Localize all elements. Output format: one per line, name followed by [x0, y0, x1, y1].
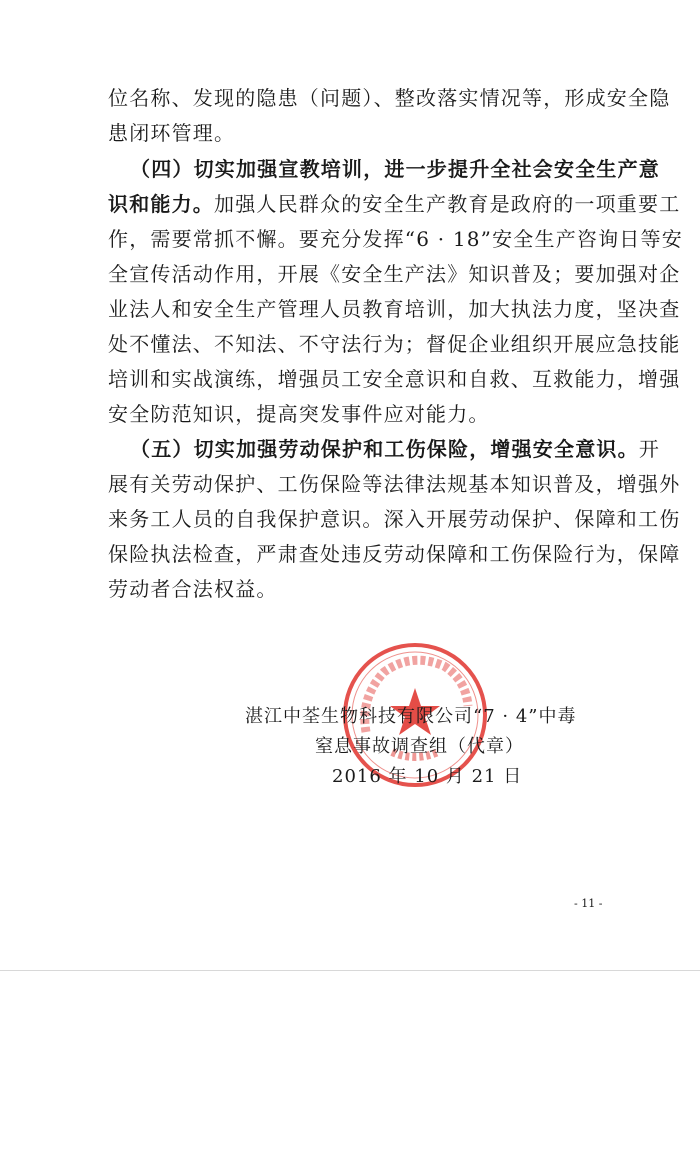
signature-group: 窒息事故调查组（代章） — [315, 736, 524, 757]
body-line — [130, 433, 660, 465]
page-number: - 11 - — [574, 897, 603, 910]
body-line: 保险执法检查，严肃查处违反劳动保障和工伤保险行为，保障 — [108, 542, 681, 566]
section-heading-4 — [130, 153, 660, 185]
body-text: 开 — [638, 437, 661, 461]
body-line: 安全防范知识，提高突发事件应对能力。 — [108, 402, 490, 426]
body-line: 劳动者合法权益。 — [108, 577, 278, 601]
body-line: 展有关劳动保护、工伤保险等法律法规基本知识普及，增强外 — [108, 472, 681, 496]
body-line: 业法人和安全生产管理人员教育培训，加大执法力度，坚决查 — [108, 297, 681, 321]
section-heading-4-cont: 识和能力。 — [108, 192, 214, 216]
section-heading-4-text: （四）切实加强宣教培训，进一步提升全社会安全生产意 — [130, 157, 660, 181]
page-edge-divider — [0, 970, 700, 971]
body-text: 加强人民群众的安全生产教育是政府的一项重要工 — [214, 192, 681, 216]
body-line: 患闭环管理。 — [108, 121, 236, 145]
body-line: 来务工人员的自我保护意识。深入开展劳动保护、保障和工伤 — [108, 507, 681, 531]
body-line: 培训和实战演练，增强员工安全意识和自救、互救能力，增强 — [108, 367, 681, 391]
body-line — [108, 188, 680, 220]
body-line: 作，需要常抓不懈。要充分发挥“6 · 18”安全生产咨询日等安 — [108, 227, 683, 251]
body-line: 处不懂法、不知法、不守法行为；督促企业组织开展应急技能 — [108, 332, 681, 356]
body-line: 位名称、发现的隐患（问题）、整改落实情况等，形成安全隐 — [108, 86, 671, 110]
body-line: 全宣传活动作用，开展《安全生产法》知识普及；要加强对企 — [108, 262, 681, 286]
section-heading-5-text: （五）切实加强劳动保护和工伤保险，增强安全意识。 — [130, 437, 639, 461]
signature-date: 2016 年 10 月 21 日 — [332, 766, 523, 787]
signature-org: 湛江中荃生物科技有限公司“7 · 4”中毒 — [245, 706, 577, 727]
